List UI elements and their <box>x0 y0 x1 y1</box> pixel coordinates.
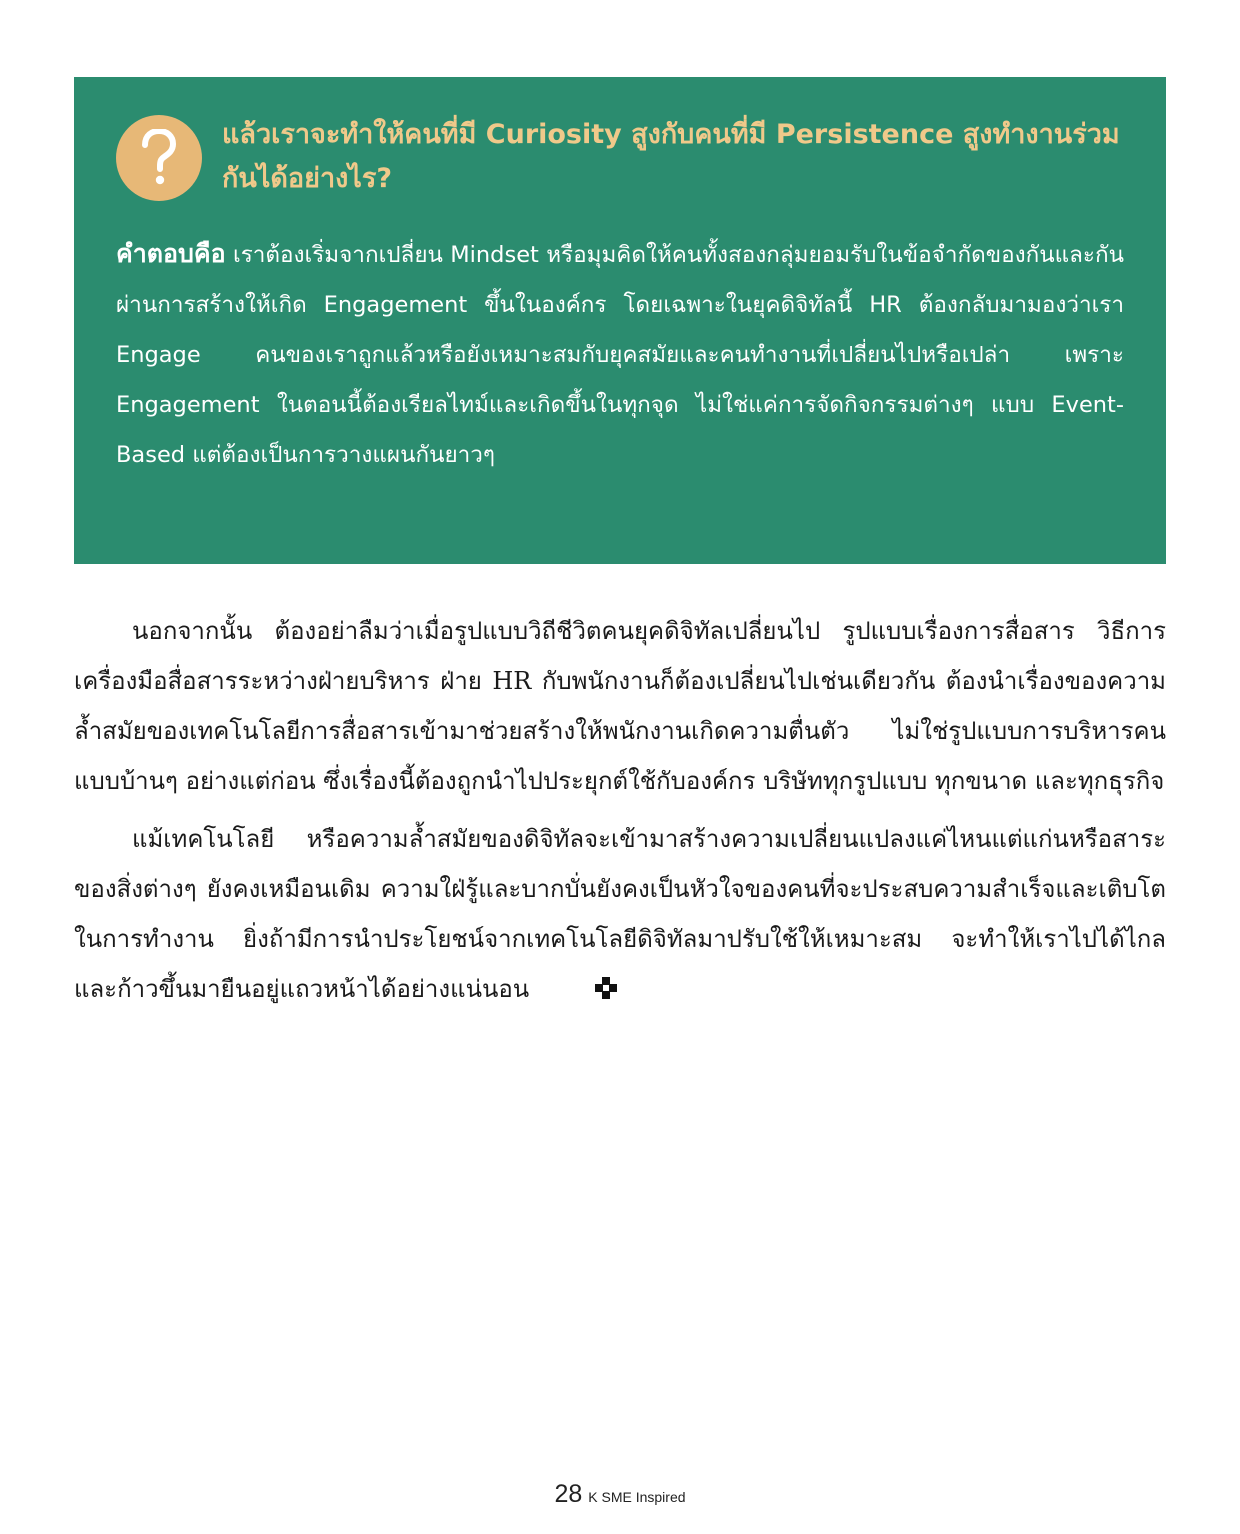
answer-text: เราต้องเริ่มจากเปลี่ยน Mindset หรือมุมคิดให้คนทั้งสองกลุ่มยอมรับในข้อจำกัดของกันและกัน ผ่านการสร้างให้เกิด Engagement ขึ้นในองค์กร โดยเฉพาะในยุคดิจิทัลนี้ HR ต้องกลับมามองว่าเรา Engage คนของเราถูกแล้วหรือยังเหมาะสมกับยุคสมัยและคนทำงานที่เปลี่ยนไปหรือเปล่า เพราะ Engagement ในตอนนี้ต้องเรียลไทม์และเกิดขึ้นในทุกจุด ไม่ใช่แค่การจัดกิจกรรมต่างๆ แบบ Event-Based แต่ต้องเป็นการวางแผนกันยาวๆ <box>116 242 1124 468</box>
qa-callout-box <box>74 77 1166 564</box>
body-paragraph-2-text: แม้เทคโนโลยี หรือความล้ำสมัยของดิจิทัลจะเข้ามาสร้างความเปลี่ยนแปลงแค่ไหนแต่แก่นหรือสาระของสิ่งต่างๆ ยังคงเหมือนเดิม ความใฝ่รู้และบากบั่นยังคงเป็นหัวใจของคนที่จะประสบความสำเร็จและเติบโตในการทำงาน ยิ่งถ้ามีการนำประโยชน์จากเทคโนโลยีดิจิทัลมาปรับใช้ให้เหมาะสม จะทำให้เราไปได้ไกลและก้าวขึ้นมายืนอยู่แถวหน้าได้อย่างแน่นอน <box>74 825 1166 1003</box>
question-title: แล้วเราจะทำให้คนที่มี Curiosity สูงกับคนที่มี Persistence สูงทำงานร่วมกันได้อย่างไร? <box>222 119 1120 194</box>
page-number: 28 <box>554 1480 583 1508</box>
publication-name: K SME Inspired <box>588 1489 686 1505</box>
question-mark-icon <box>116 115 202 201</box>
body-paragraph-1: นอกจากนั้น ต้องอย่าลืมว่าเมื่อรูปแบบวิถีชีวิตคนยุคดิจิทัลเปลี่ยนไป รูปแบบเรื่องการสื่อสาร วิธีการ เครื่องมือสื่อสารระหว่างฝ่ายบริหาร ฝ่าย HR กับพนักงานก็ต้องเปลี่ยนไปเช่นเดียวกัน ต้องนำเรื่องของความล้ำสมัยของเทคโนโลยีการสื่อสารเข้ามาช่วยสร้างให้พนักงานเกิดความตื่นตัว ไม่ใช่รูปแบบการบริหารคนแบบบ้านๆ อย่างแต่ก่อน ซึ่งเรื่องนี้ต้องถูกนำไปประยุกต์ใช้กับองค์กร บริษัททุกรูปแบบ ทุกขนาด และทุกธุรกิจ <box>74 617 1166 795</box>
page-footer <box>0 1480 1240 1509</box>
article-body <box>74 606 1166 1024</box>
end-of-article-icon <box>537 966 617 1016</box>
body-paragraph-2 <box>74 814 1166 1016</box>
answer-lead: คำตอบคือ <box>116 239 226 268</box>
answer-paragraph <box>116 229 1124 480</box>
question-row <box>116 113 1124 209</box>
